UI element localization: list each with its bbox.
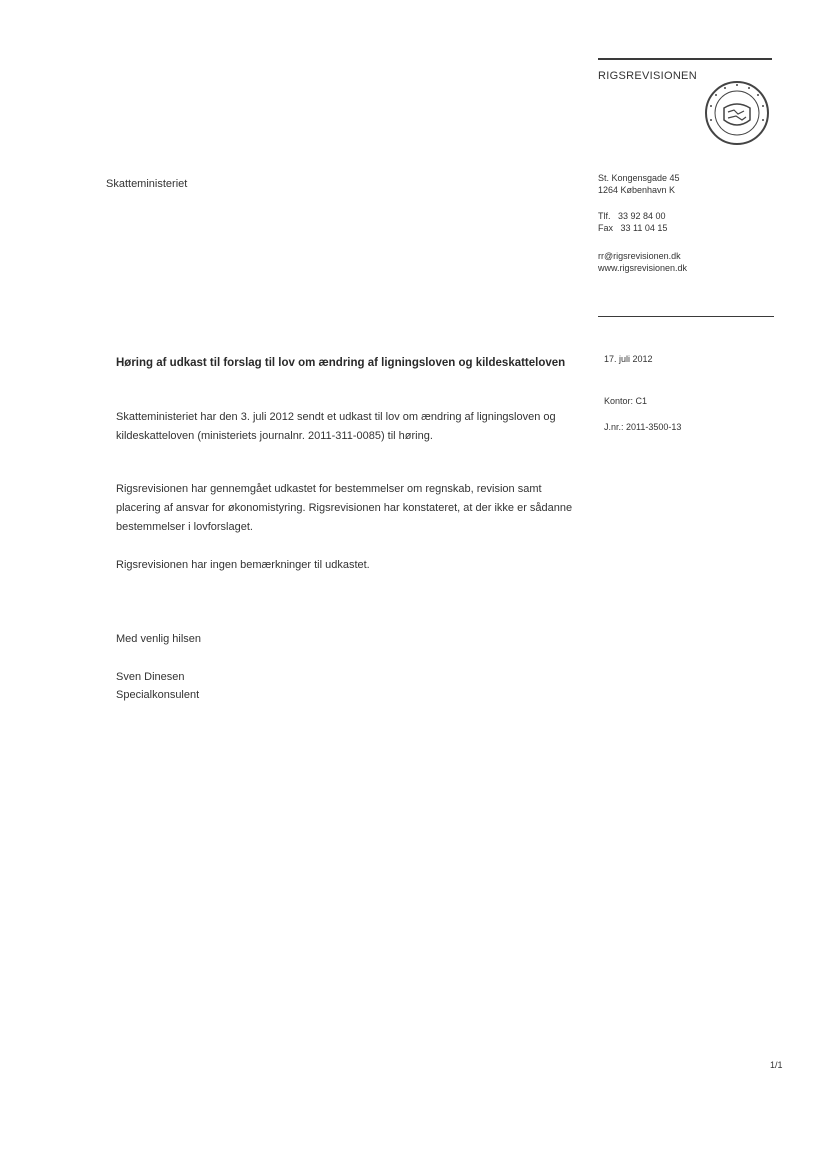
sender-fax: Fax 33 11 04 15 <box>598 223 668 233</box>
office-code: Kontor: C1 <box>604 396 648 406</box>
sender-phone: Tlf. 33 92 84 00 <box>598 211 666 221</box>
recipient-name: Skatteministeriet <box>106 178 188 190</box>
folketinget-seal-icon <box>704 80 770 146</box>
sender-website: www.rigsrevisionen.dk <box>598 263 688 273</box>
letter-date: 17. juli 2012 <box>604 354 653 364</box>
signatory-name: Sven Dinesen <box>116 671 185 683</box>
sender-bottom-rule <box>598 316 774 317</box>
letter-subject: Høring af udkast til forslag til lov om ændring af ligningsloven og kildeskatteloven <box>116 357 566 369</box>
page-number: 1/1 <box>770 1060 783 1070</box>
sender-name: RIGSREVISIONEN <box>598 70 697 82</box>
signatory-title: Specialkonsulent <box>116 689 200 701</box>
sender-address-line1: St. Kongensgade 45 <box>598 173 680 183</box>
sender-email: rr@rigsrevisionen.dk <box>598 251 681 261</box>
closing-greeting: Med venlig hilsen <box>116 633 201 645</box>
body-paragraph-1: Skatteministeriet har den 3. juli 2012 sendt et udkast til lov om ændring af ligningsloven og kildeskatteloven (ministeriets journalnr. 2011-311-0085) til høring. <box>116 411 556 442</box>
journal-number: J.nr.: 2011-3500-13 <box>604 422 682 432</box>
sender-address-line2: 1264 København K <box>598 185 676 195</box>
body-paragraph-3: Rigsrevisionen har ingen bemærkninger til udkastet. <box>116 559 370 571</box>
sender-top-rule <box>598 58 772 60</box>
body-paragraph-2: Rigsrevisionen har gennemgået udkastet for bestemmelser om regnskab, revision samt placering af ansvar for økonomistyring. Rigsrevisionen har konstateret, at der ikke er sådanne bestemmelser i lovforslaget. <box>116 483 573 533</box>
